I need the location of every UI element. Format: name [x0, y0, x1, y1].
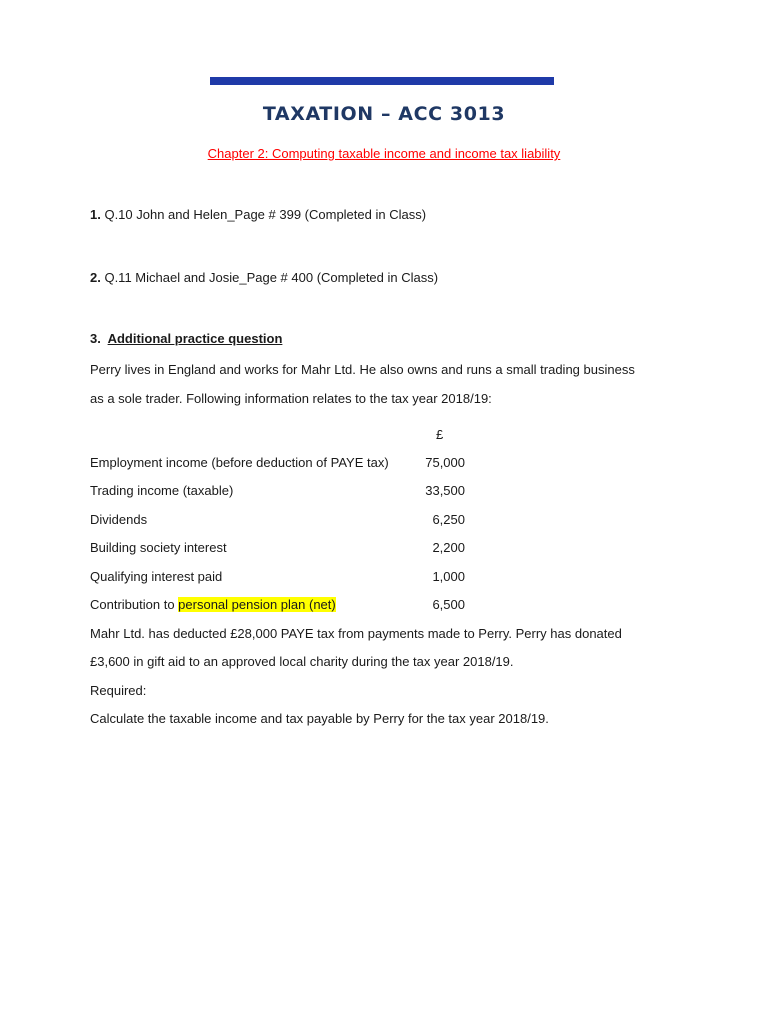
question-1: [90, 207, 426, 222]
question-1-number: 1.: [90, 207, 101, 222]
row-employment-income-value: 75,000: [425, 455, 465, 470]
pension-label-prefix: Contribution to: [90, 597, 179, 612]
page-title: TAXATION – ACC 3013: [262, 103, 506, 125]
note-line-2: £3,600 in gift aid to an approved local charity during the tax year 2018/19.: [90, 654, 514, 669]
question-1-text: Q.10 John and Helen_Page # 399 (Completed in Class): [100, 207, 427, 222]
row-building-society-interest-label: Building society interest: [90, 540, 227, 555]
row-building-society-interest-value: 2,200: [432, 540, 465, 555]
currency-header: £: [436, 427, 444, 442]
note-line-1: Mahr Ltd. has deducted £28,000 PAYE tax from payments made to Perry. Perry has donated: [90, 626, 622, 641]
chapter-subtitle: Chapter 2: Computing taxable income and income tax liability: [207, 146, 561, 161]
top-divider-bar: [210, 77, 554, 85]
question-2-number: 2.: [90, 270, 101, 285]
row-trading-income-value: 33,500: [425, 483, 465, 498]
row-employment-income-label: Employment income (before deduction of PAYE tax): [90, 455, 389, 470]
pension-label-highlight: personal pension plan (net): [178, 597, 336, 612]
row-trading-income-label: Trading income (taxable): [90, 483, 234, 498]
intro-line-1: Perry lives in England and works for Mahr Ltd. He also owns and runs a small trading business: [90, 362, 635, 377]
row-dividends-value: 6,250: [432, 512, 465, 527]
row-qualifying-interest-label: Qualifying interest paid: [90, 569, 223, 584]
question-2-text: Q.11 Michael and Josie_Page # 400 (Completed in Class): [100, 270, 439, 285]
question-3-number: 3.: [90, 331, 101, 346]
question-3-heading: [90, 331, 282, 346]
intro-line-2: as a sole trader. Following information relates to the tax year 2018/19:: [90, 391, 492, 406]
row-pension-contribution-label: [90, 597, 336, 612]
row-pension-contribution-value: 6,500: [432, 597, 465, 612]
question-2: [90, 270, 438, 285]
task-text: Calculate the taxable income and tax payable by Perry for the tax year 2018/19.: [90, 711, 549, 726]
required-label: Required:: [90, 683, 147, 698]
row-qualifying-interest-value: 1,000: [432, 569, 465, 584]
question-3-title: Additional practice question: [107, 331, 283, 346]
row-dividends-label: Dividends: [90, 512, 148, 527]
